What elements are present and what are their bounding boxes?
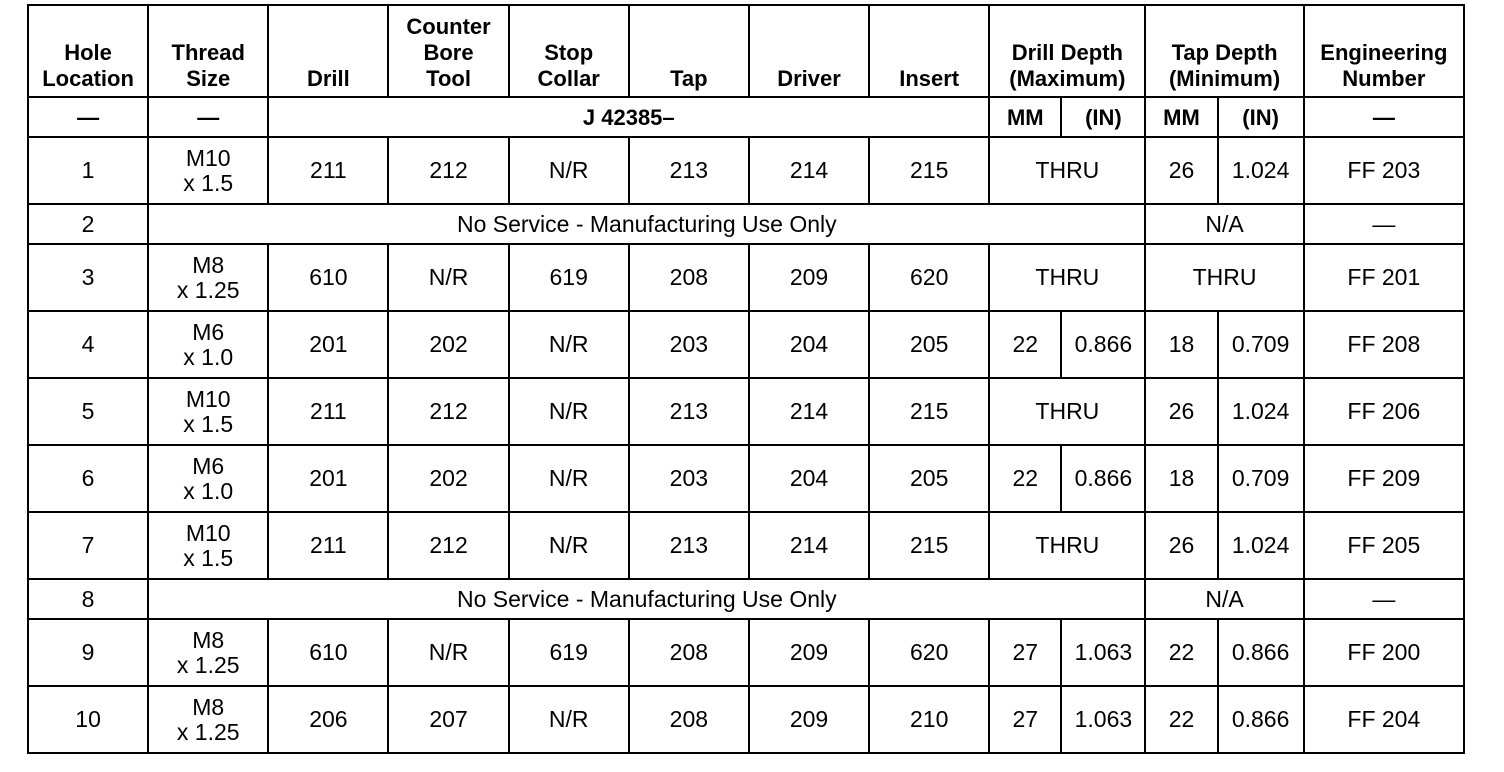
tap-cell: 203: [629, 445, 749, 512]
driver-cell: 209: [749, 686, 869, 753]
driver-cell: 214: [749, 378, 869, 445]
stop-collar-cell: N/R: [509, 512, 629, 579]
stop-collar-cell: N/R: [509, 137, 629, 204]
thread-size-cell: [148, 378, 268, 445]
thread-pitch-line: x 1.25: [176, 276, 240, 303]
drill-cell: 211: [268, 512, 388, 579]
table-row: [28, 512, 1464, 579]
counter-bore-tool-cell: N/R: [388, 244, 508, 311]
thread-pitch-line: x 1.5: [183, 544, 234, 571]
insert-cell: 215: [869, 378, 989, 445]
tool-table-container: [27, 4, 1465, 754]
driver-cell: 214: [749, 512, 869, 579]
tap-cell: 208: [629, 619, 749, 686]
drill-cell: 201: [268, 311, 388, 378]
table-row: [28, 311, 1464, 378]
engineering-number-cell: FF 206: [1304, 378, 1464, 445]
tap-cell: 213: [629, 512, 749, 579]
tool-specification-table: [27, 4, 1465, 754]
counter-bore-tool-cell: 202: [388, 311, 508, 378]
drill-depth-in-label: (IN): [1061, 97, 1145, 137]
drill-depth-mm-cell: 27: [989, 686, 1061, 753]
thread-size-line: M8: [192, 693, 225, 720]
stop-collar-cell: 619: [509, 619, 629, 686]
header-insert: Insert: [869, 5, 989, 97]
table-row: [28, 619, 1464, 686]
header-stop-collar: Stop Collar: [509, 5, 629, 97]
tap-depth-mm-cell: 26: [1145, 512, 1217, 579]
tap-cell: 203: [629, 311, 749, 378]
thread-pitch-line: x 1.25: [176, 718, 240, 745]
insert-cell: 620: [869, 244, 989, 311]
tap-depth-cell: N/A: [1145, 204, 1303, 244]
tap-depth-in-cell: 1.024: [1218, 512, 1304, 579]
no-service-note: No Service - Manufacturing Use Only: [148, 579, 1145, 619]
tool-number-prefix: J 42385–: [268, 97, 989, 137]
table-row: [28, 137, 1464, 204]
drill-depth-cell: THRU: [989, 244, 1145, 311]
insert-cell: 205: [869, 311, 989, 378]
no-service-note: No Service - Manufacturing Use Only: [148, 204, 1145, 244]
header-counter-bore-tool: Counter Bore Tool: [388, 5, 508, 97]
header-drill-depth: Drill Depth (Maximum): [989, 5, 1145, 97]
drill-depth-in-cell: 0.866: [1061, 311, 1145, 378]
hole-location-cell: 10: [28, 686, 148, 753]
driver-cell: 214: [749, 137, 869, 204]
hole-location-cell: 1: [28, 137, 148, 204]
drill-depth-mm-label: MM: [989, 97, 1061, 137]
counter-bore-tool-cell: 212: [388, 137, 508, 204]
drill-depth-in-cell: 0.866: [1061, 445, 1145, 512]
drill-depth-mm-cell: 27: [989, 619, 1061, 686]
drill-cell: 610: [268, 619, 388, 686]
insert-cell: 205: [869, 445, 989, 512]
thread-size-line: M8: [192, 251, 225, 278]
thread-pitch-line: x 1.5: [183, 169, 234, 196]
engineering-number-cell: —: [1304, 204, 1464, 244]
tap-depth-in-cell: 0.709: [1218, 311, 1304, 378]
tap-depth-mm-label: MM: [1145, 97, 1217, 137]
tap-cell: 213: [629, 378, 749, 445]
drill-cell: 610: [268, 244, 388, 311]
tap-depth-in-cell: 1.024: [1218, 378, 1304, 445]
counter-bore-tool-cell: 207: [388, 686, 508, 753]
engineering-number-cell: FF 209: [1304, 445, 1464, 512]
thread-size-cell: [148, 311, 268, 378]
engineering-number-cell: FF 205: [1304, 512, 1464, 579]
table-row: [28, 686, 1464, 753]
tap-depth-in-cell: 1.024: [1218, 137, 1304, 204]
thread-size-line: M10: [185, 385, 231, 412]
table-row: [28, 579, 1464, 619]
table-body: [28, 137, 1464, 753]
drill-depth-in-cell: 1.063: [1061, 619, 1145, 686]
header-tap: Tap: [629, 5, 749, 97]
thread-pitch-line: x 1.25: [176, 651, 240, 678]
insert-cell: 215: [869, 137, 989, 204]
engineering-number-cell: FF 203: [1304, 137, 1464, 204]
thread-size-cell: [148, 137, 268, 204]
units-thread-dash: —: [148, 97, 268, 137]
engineering-number-cell: FF 201: [1304, 244, 1464, 311]
insert-cell: 620: [869, 619, 989, 686]
header-engineering-number: Engineering Number: [1304, 5, 1464, 97]
header-thread-size: Thread Size: [148, 5, 268, 97]
thread-pitch-line: x 1.0: [183, 343, 234, 370]
counter-bore-tool-cell: N/R: [388, 619, 508, 686]
drill-depth-cell: THRU: [989, 378, 1145, 445]
thread-size-cell: [148, 619, 268, 686]
thread-size-cell: [148, 244, 268, 311]
drill-cell: 201: [268, 445, 388, 512]
stop-collar-cell: N/R: [509, 378, 629, 445]
drill-depth-cell: THRU: [989, 512, 1145, 579]
hole-location-cell: 7: [28, 512, 148, 579]
drill-cell: 211: [268, 378, 388, 445]
thread-size-line: M8: [192, 626, 225, 653]
driver-cell: 204: [749, 311, 869, 378]
counter-bore-tool-cell: 212: [388, 512, 508, 579]
stop-collar-cell: N/R: [509, 686, 629, 753]
engineering-number-cell: FF 204: [1304, 686, 1464, 753]
counter-bore-tool-cell: 212: [388, 378, 508, 445]
engineering-number-cell: FF 200: [1304, 619, 1464, 686]
hole-location-cell: 4: [28, 311, 148, 378]
tap-cell: 213: [629, 137, 749, 204]
tap-depth-mm-cell: 18: [1145, 311, 1217, 378]
hole-location-cell: 3: [28, 244, 148, 311]
hole-location-cell: 5: [28, 378, 148, 445]
header-row: [28, 5, 1464, 97]
tap-depth-cell: THRU: [1145, 244, 1303, 311]
thread-size-line: M6: [192, 452, 225, 479]
units-hole-dash: —: [28, 97, 148, 137]
table-row: [28, 378, 1464, 445]
insert-cell: 215: [869, 512, 989, 579]
table-row: [28, 445, 1464, 512]
header-driver: Driver: [749, 5, 869, 97]
tap-depth-mm-cell: 26: [1145, 378, 1217, 445]
hole-location-cell: 6: [28, 445, 148, 512]
tap-depth-in-cell: 0.866: [1218, 619, 1304, 686]
thread-size-line: M10: [185, 144, 231, 171]
thread-size-line: M10: [185, 519, 231, 546]
drill-depth-mm-cell: 22: [989, 311, 1061, 378]
driver-cell: 209: [749, 619, 869, 686]
header-drill: Drill: [268, 5, 388, 97]
tap-depth-in-cell: 0.866: [1218, 686, 1304, 753]
driver-cell: 204: [749, 445, 869, 512]
units-eng-dash: —: [1304, 97, 1464, 137]
drill-depth-cell: THRU: [989, 137, 1145, 204]
stop-collar-cell: N/R: [509, 311, 629, 378]
tap-depth-mm-cell: 18: [1145, 445, 1217, 512]
driver-cell: 209: [749, 244, 869, 311]
tap-depth-mm-cell: 22: [1145, 619, 1217, 686]
tap-depth-in-label: (IN): [1218, 97, 1304, 137]
tap-cell: 208: [629, 686, 749, 753]
thread-size-cell: [148, 512, 268, 579]
thread-size-cell: [148, 686, 268, 753]
hole-location-cell: 8: [28, 579, 148, 619]
drill-cell: 206: [268, 686, 388, 753]
thread-size-line: M6: [192, 318, 225, 345]
insert-cell: 210: [869, 686, 989, 753]
thread-pitch-line: x 1.0: [183, 477, 234, 504]
engineering-number-cell: FF 208: [1304, 311, 1464, 378]
stop-collar-cell: 619: [509, 244, 629, 311]
table-row: [28, 244, 1464, 311]
tap-depth-cell: N/A: [1145, 579, 1303, 619]
table-row: [28, 204, 1464, 244]
thread-size-cell: [148, 445, 268, 512]
drill-depth-mm-cell: 22: [989, 445, 1061, 512]
units-row: [28, 97, 1464, 137]
tap-depth-mm-cell: 26: [1145, 137, 1217, 204]
tap-cell: 208: [629, 244, 749, 311]
header-tap-depth: Tap Depth (Minimum): [1145, 5, 1303, 97]
counter-bore-tool-cell: 202: [388, 445, 508, 512]
stop-collar-cell: N/R: [509, 445, 629, 512]
hole-location-cell: 9: [28, 619, 148, 686]
drill-cell: 211: [268, 137, 388, 204]
thread-pitch-line: x 1.5: [183, 410, 234, 437]
drill-depth-in-cell: 1.063: [1061, 686, 1145, 753]
engineering-number-cell: —: [1304, 579, 1464, 619]
hole-location-cell: 2: [28, 204, 148, 244]
tap-depth-mm-cell: 22: [1145, 686, 1217, 753]
header-hole-location: Hole Location: [28, 5, 148, 97]
tap-depth-in-cell: 0.709: [1218, 445, 1304, 512]
